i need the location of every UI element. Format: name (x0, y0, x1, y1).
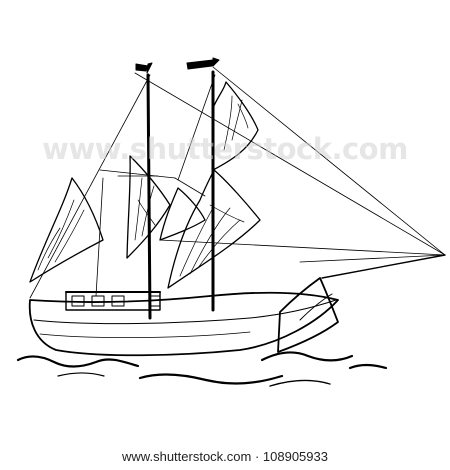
cabin-window-2 (92, 296, 104, 306)
fore-flag-icon (147, 63, 152, 73)
fore-flag-tail-icon (136, 64, 148, 71)
fore-mast (148, 75, 150, 318)
sails (30, 82, 260, 288)
rigging-lines (30, 67, 445, 298)
wave-mid (140, 374, 282, 383)
bow (278, 278, 338, 352)
wave-left (18, 356, 138, 366)
sea-waves (18, 353, 386, 386)
main-flag-icon (187, 60, 213, 69)
shutterstock-watermark: www.shutterstock.com (42, 132, 408, 166)
wave-right-far (350, 365, 386, 368)
mid-sail (160, 188, 205, 240)
pennant-flags (136, 58, 219, 73)
image-id-footer: www.shutterstock.com · 108905933 (0, 446, 450, 470)
wave-right (262, 353, 352, 361)
main-flag-tip-icon (213, 58, 219, 66)
